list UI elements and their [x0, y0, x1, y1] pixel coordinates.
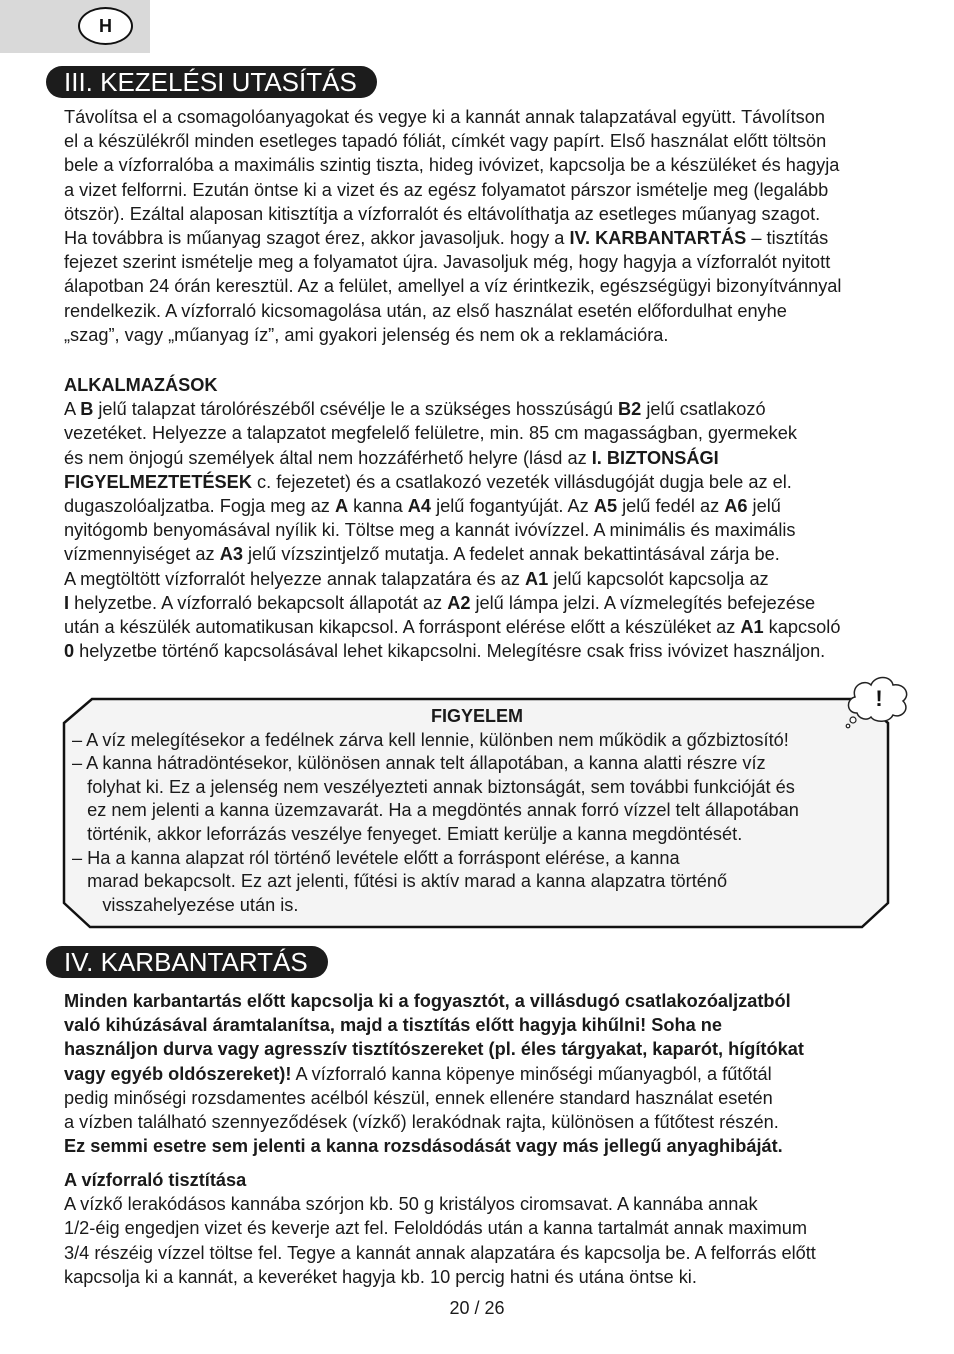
text-line: álapotban 24 órán keresztül. Az a felület, amellyel a víz érintkezik, egészségügyi bizonyítvánnyal: [64, 276, 842, 297]
text-line: „szag”, vagy „műanyag íz”, ami gyakori jelenség és nem ok a reklamációra.: [64, 324, 669, 345]
text-line: Minden karbantartás előtt kapcsolja ki a fogyasztót, a villásdugó csatlakozóaljzatból: [64, 991, 791, 1011]
warning-list: [72, 729, 892, 918]
text-line: I helyzetbe. A vízforraló bekapcsolt állapotát az A2 jelű lámpa jelzi. A vízmelegítés befejezése: [64, 592, 816, 613]
text-line: kapcsolja ki a kannát, a keveréket hagyja kb. 10 percig hatni és utána öntse ki.: [64, 1266, 697, 1287]
warning-item: – A víz melegítésekor a fedélnek zárva kell lennie, különben nem működik a gőzbiztosító!: [72, 729, 789, 750]
cleaning-text: [64, 1192, 914, 1289]
maintenance-paragraph: [64, 989, 914, 1158]
text-line: való kihúzásával áramtalanítsa, majd a tisztítás előtt hagyja kihűlni! Soha ne: [64, 1015, 722, 1036]
language-badge: H: [78, 7, 133, 45]
intro-paragraph: [64, 105, 914, 347]
text-line: Ez semmi esetre sem jelenti a kanna rozsdásodását vagy más jellegű anyaghibáját.: [64, 1136, 783, 1157]
text-line: pedig minőségi rozsdamentes acélból készül, ennek ellenére standard használat esetén: [64, 1087, 773, 1108]
text-line: Távolítsa el a csomagolóanyagokat és vegye ki a kannát annak talapzatával együtt. Távolítson: [64, 107, 825, 127]
text-line: FIGYELMEZTETÉSEK c. fejezetet) és a csatlakozó vezeték villásdugóját dugja bele az el.: [64, 471, 792, 492]
text-line: használjon durva vagy agresszív tisztítószereket (pl. éles tárgyakat, kaparót, hígítókat: [64, 1039, 804, 1060]
text-line: ötször). Ezáltal alaposan kitisztítja a vízforralót és eltávolíthatja az esetleges műanyag szagot.: [64, 203, 821, 224]
text-line: a vízben található szennyeződések (vízkő) lerakódnak rajta, különösen a fűtőtest részén.: [64, 1112, 779, 1133]
text-line: 3/4 részéig vízzel töltse fel. Tegye a kannát annak alapzatára és kapcsolja be. A felforrás előtt: [64, 1242, 816, 1263]
warning-item: folyhat ki. Ez a jelenség nem veszélyezteti annak biztonságát, sem további funkcióját és: [72, 776, 795, 797]
warning-content: [72, 705, 892, 917]
text-line: vízmennyiséget az A3 jelű vízszintjelző mutatja. A fedelet annak bekattintásával zárja be.: [64, 544, 780, 565]
text-line: a vizet felforrni. Ezután öntse ki a vizet és az egész folyamatot párszor ismételje meg (legalább: [64, 179, 829, 200]
text-line: 0 helyzetbe történő kapcsolásával lehet kikapcsolni. Melegítésre csak friss ivóvizet használjon.: [64, 641, 826, 662]
text-line: A megtöltött vízforralót helyezze annak talapzatára és az A1 jelű kapcsolót kapcsolja az: [64, 568, 769, 589]
applications-section: [64, 373, 914, 663]
text-line: nyitógomb benyomásával nyílik ki. Töltse meg a kannát ivóvízzel. A minimális és maximális: [64, 520, 796, 541]
applications-heading: ALKALMAZÁSOK: [64, 375, 218, 395]
text-line: A vízkő lerakódásos kannába szórjon kb. 50 g kristályos ciromsavat. A kannába annak: [64, 1194, 758, 1215]
warning-item: történik, akkor leforrázás veszélye fenyeget. Emiatt kerülje a kanna megdöntését.: [72, 823, 743, 844]
warning-item: ez nem jelenti a kanna üzemzavarát. Ha a megdöntés annak forró vízzel telt állapotában: [72, 800, 799, 821]
text-line: vezetéket. Helyezze a talapzatot megfelelő felületre, min. 85 cm magasságban, gyermekek: [64, 423, 797, 444]
maintenance-text: [64, 989, 914, 1158]
text-line: fejezet szerint ismételje meg a folyamatot újra. Javasoljuk még, hogy hagyja a vízforralót nyitott: [64, 252, 831, 273]
section-heading-maintenance: IV. KARBANTARTÁS: [46, 946, 328, 978]
cleaning-section: [64, 1168, 914, 1289]
cleaning-heading: A vízforraló tisztítása: [64, 1170, 247, 1190]
text-line: 1/2-éig engedjen vizet és keverje azt fel. Feloldódás után a kanna tartalmát annak maximum: [64, 1218, 808, 1239]
text-line: Ha továbbra is műanyag szagot érez, akkor javasoljuk. hogy a IV. KARBANTARTÁS – tisztítás: [64, 228, 829, 249]
warning-item: visszahelyezése után is.: [72, 894, 299, 915]
warning-title: FIGYELEM: [430, 706, 523, 726]
text-line: vagy egyéb oldószereket)! A vízforraló kanna köpenye minőségi műanyagból, a fűtőtál: [64, 1063, 772, 1084]
text-line: és nem önjogú személyek által nem hozzáférhető helyre (lásd az I. BIZTONSÁGI: [64, 447, 719, 468]
section-heading-operation: III. KEZELÉSI UTASÍTÁS: [46, 66, 377, 98]
text-line: rendelkezik. A vízforraló kicsomagolása után, az első használat esetén előfordulhat enyhe: [64, 300, 787, 321]
page-number: 20 / 26: [449, 1298, 505, 1318]
warning-item: marad bekapcsolt. Ez azt jelenti, fűtési is aktív marad a kanna alapzatra történő: [72, 871, 728, 892]
text-line: bele a vízforralóba a maximális szintig tiszta, hideg ivóvizet, kapcsolja be a készüléket és hagyja: [64, 155, 840, 176]
language-tab: [0, 0, 150, 53]
warning-item: – A kanna hátradöntésekor, különösen annak telt állapotában, a kanna alatti részre víz: [72, 753, 766, 774]
warning-item: – Ha a kanna alapzat ról történő levétele előtt a forráspont elérése, a kanna: [72, 847, 680, 868]
text-line: után a készülék automatikusan kikapcsol. A forráspont elérése előtt a készüléket az A1 kapcsoló: [64, 617, 841, 638]
exclamation-mark: !: [875, 686, 883, 711]
text-line: dugaszolóaljzatba. Fogja meg az A kanna A4 jelű fogantyúját. Az A5 jelű fedél az A6 jelű: [64, 496, 781, 517]
intro-text: [64, 105, 914, 347]
text-line: el a készülékről minden esetleges tapadó fóliát, címkét vagy papírt. Első használat előtt töltsön: [64, 131, 827, 152]
text-line: A B jelű talapzat tárolórészéből csévélje le a szükséges hosszúságú B2 jelű csatlakozó: [64, 399, 766, 420]
applications-text: [64, 397, 914, 663]
